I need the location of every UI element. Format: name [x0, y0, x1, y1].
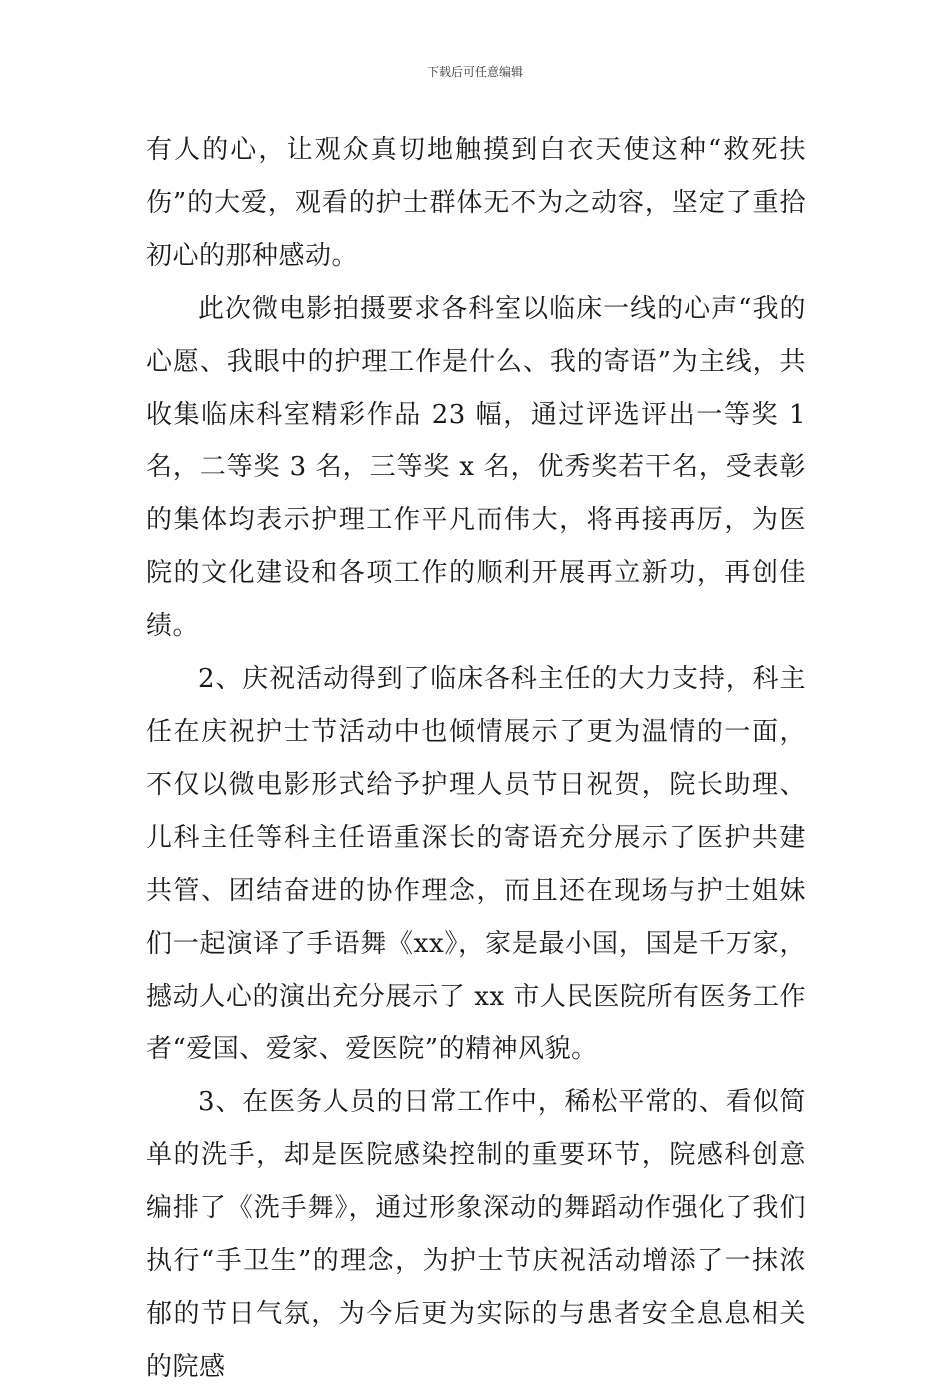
body-paragraph-4: 3、在医务人员的日常工作中，稀松平常的、看似简单的洗手，却是医院感染控制的重要环节，院感科创意编排了《洗手舞》，通过形象深动的舞蹈动作强化了我们执行“手卫生”的理念，为护士节庆祝活动增添了一抹浓郁的节日气氛，为今后更为实际的与患者安全息息相关的院感 — [146, 1087, 806, 1382]
body-paragraph-1: 有人的心，让观众真切地触摸到白衣天使这种“救死扶伤”的大爱，观看的护士群体无不为之动容，坚定了重拾初心的那种感动。 — [146, 135, 806, 271]
document-body — [146, 124, 806, 1394]
body-paragraph-2: 此次微电影拍摄要求各科室以临床一线的心声“我的心愿、我眼中的护理工作是什么、我的寄语”为主线，共收集临床科室精彩作品 23 幅，通过评选评出一等奖 1 名，二等奖 3 名，三等奖 x 名，优秀奖若干名，受表彰的集体均表示护理工作平凡而伟大，将再接再厉，为医院的文化建设和各项工作的顺利开展再立新功，再创佳绩。 — [146, 293, 806, 642]
body-paragraph-3: 2、庆祝活动得到了临床各科主任的大力支持，科主任在庆祝护士节活动中也倾情展示了更为温情的一面，不仅以微电影形式给予护理人员节日祝贺，院长助理、儿科主任等科主任语重深长的寄语充分展示了医护共建共管、团结奋进的协作理念，而且还在现场与护士姐妹们一起演译了手语舞《xx》，家是最小国，国是千万家，撼动人心的演出充分展示了 xx 市人民医院所有医务工作者“爱国、爱家、爱医院”的精神风貌。 — [146, 664, 806, 1065]
page-header-note: 下载后可任意编辑 — [426, 65, 523, 79]
